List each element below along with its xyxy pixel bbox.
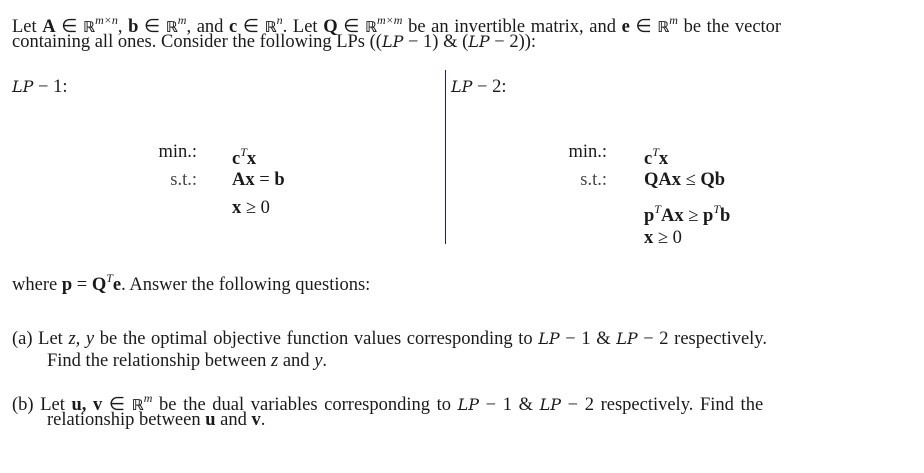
text-segment: ℝ [657, 18, 670, 36]
text-segment: T [240, 145, 247, 159]
text-segment: (a) Let [12, 329, 69, 349]
text-segment: − 1: [33, 77, 68, 97]
text-segment: Q [91, 275, 107, 295]
lp2-constraint [644, 228, 682, 248]
text-segment: z [271, 351, 279, 371]
lp2-st-label: s.t.: [580, 170, 607, 190]
question-b-line-2 [47, 410, 265, 430]
text-segment: (b) Let [12, 395, 72, 415]
lp2-title [451, 77, 506, 97]
lp2-constraint [644, 170, 725, 190]
text-segment: p [644, 206, 655, 226]
text-segment: ∈ [55, 17, 84, 37]
lp1-constraint [232, 170, 285, 190]
text-segment: z, y [68, 329, 95, 349]
text-segment: ℝ [165, 18, 178, 36]
text-segment: = [72, 275, 92, 295]
text-segment: relationship between [47, 410, 206, 430]
lp2-min-label: min.: [568, 142, 607, 162]
text-segment: m [143, 391, 153, 405]
text-segment: . [260, 410, 266, 430]
text-segment: Find the relationship between [47, 351, 272, 371]
text-segment: b [128, 17, 139, 37]
where-line [12, 268, 370, 295]
text-segment: be the vector [677, 17, 782, 37]
intro-line-2 [12, 32, 536, 52]
text-segment: ∈ [237, 17, 265, 37]
text-segment: x [232, 198, 242, 218]
text-segment: T [713, 202, 720, 216]
math-symbol: LP [457, 395, 480, 414]
lp1-min-label: min.: [158, 142, 197, 162]
text-segment: and [215, 410, 252, 430]
text-segment: . [322, 351, 328, 371]
question-a-line-1 [12, 329, 767, 349]
text-segment: n [276, 13, 283, 27]
text-segment: , [117, 17, 129, 37]
text-segment: m×n [95, 13, 118, 27]
text-segment: Qb [700, 170, 726, 190]
math-symbol: LP [538, 329, 560, 348]
text-segment: ∈ [102, 395, 132, 415]
text-segment: containing all ones. Consider the following LPs (( [12, 32, 382, 52]
column-divider [445, 70, 446, 244]
text-segment: . Answer the following questions: [121, 275, 371, 295]
text-segment: c [229, 17, 238, 37]
math-symbol: LP [539, 395, 562, 414]
text-segment: m×m [377, 13, 403, 27]
text-segment: − 1 & [479, 395, 540, 415]
text-segment: − 2 respectively. Find the [561, 395, 764, 415]
text-segment: ≤ [681, 170, 701, 190]
lp1-title [12, 77, 67, 97]
text-segment: ℝ [83, 18, 96, 36]
text-segment: QAx [644, 170, 681, 190]
text-segment: ℝ [264, 18, 277, 36]
text-segment: where [12, 275, 62, 295]
text-segment: Let [12, 17, 43, 37]
text-segment: c [644, 149, 653, 169]
text-segment: − 1 & [559, 329, 617, 349]
text-segment: ≥ 0 [241, 198, 270, 218]
text-segment: b [720, 206, 731, 226]
text-segment: and [278, 351, 315, 371]
text-segment: u [205, 410, 216, 430]
text-segment: b [274, 170, 285, 190]
text-segment: Q [323, 17, 338, 37]
text-segment: x [644, 228, 654, 248]
text-segment: ∈ [138, 17, 166, 37]
math-symbol: LP [381, 32, 404, 51]
question-a-line-2 [47, 351, 327, 371]
text-segment: = [254, 170, 275, 190]
text-segment: − 1) & ( [403, 32, 469, 52]
text-segment: v [251, 410, 261, 430]
text-segment: , and [186, 17, 230, 37]
text-segment: e [112, 275, 122, 295]
math-symbol: LP [12, 77, 34, 96]
text-segment: be the dual variables corresponding to [152, 395, 458, 415]
text-segment: m [177, 13, 187, 27]
text-segment: y [314, 351, 323, 371]
text-segment: Ax [660, 206, 684, 226]
text-segment: p [703, 206, 714, 226]
text-segment: ≥ 0 [653, 228, 682, 248]
math-symbol: LP [468, 32, 490, 51]
lp2-constraint [644, 199, 730, 226]
text-segment: ℝ [364, 18, 377, 36]
text-segment: Ax [232, 170, 255, 190]
lp1-objective [232, 142, 256, 169]
lp1-st-label: s.t.: [170, 170, 197, 190]
text-segment: − 2)): [489, 32, 537, 52]
text-segment: T [652, 145, 659, 159]
text-segment: − 2: [472, 77, 507, 97]
text-segment: be an invertible matrix, and [402, 17, 622, 37]
text-segment: p [61, 275, 73, 295]
text-segment: c [232, 149, 241, 169]
text-segment: − 2 respectively. [637, 329, 767, 349]
text-segment: x [246, 149, 257, 169]
text-segment: ≥ [683, 206, 704, 226]
text-segment: x [658, 149, 669, 169]
math-symbol: LP [451, 77, 473, 96]
text-segment: m [669, 13, 678, 27]
lp2-objective [644, 142, 668, 169]
text-segment: T [654, 202, 661, 216]
text-segment: T [106, 271, 113, 285]
lp1-constraint [232, 198, 270, 218]
text-segment: ∈ [337, 17, 365, 37]
text-segment: e [621, 17, 630, 37]
text-segment: ℝ [131, 396, 144, 414]
text-segment: ∈ [629, 17, 658, 37]
text-segment: . Let [282, 17, 324, 37]
text-segment: A [42, 17, 56, 37]
text-segment: be the optimal objective function values corresponding to [94, 329, 539, 349]
text-segment: u, v [71, 395, 103, 415]
math-symbol: LP [616, 329, 638, 348]
